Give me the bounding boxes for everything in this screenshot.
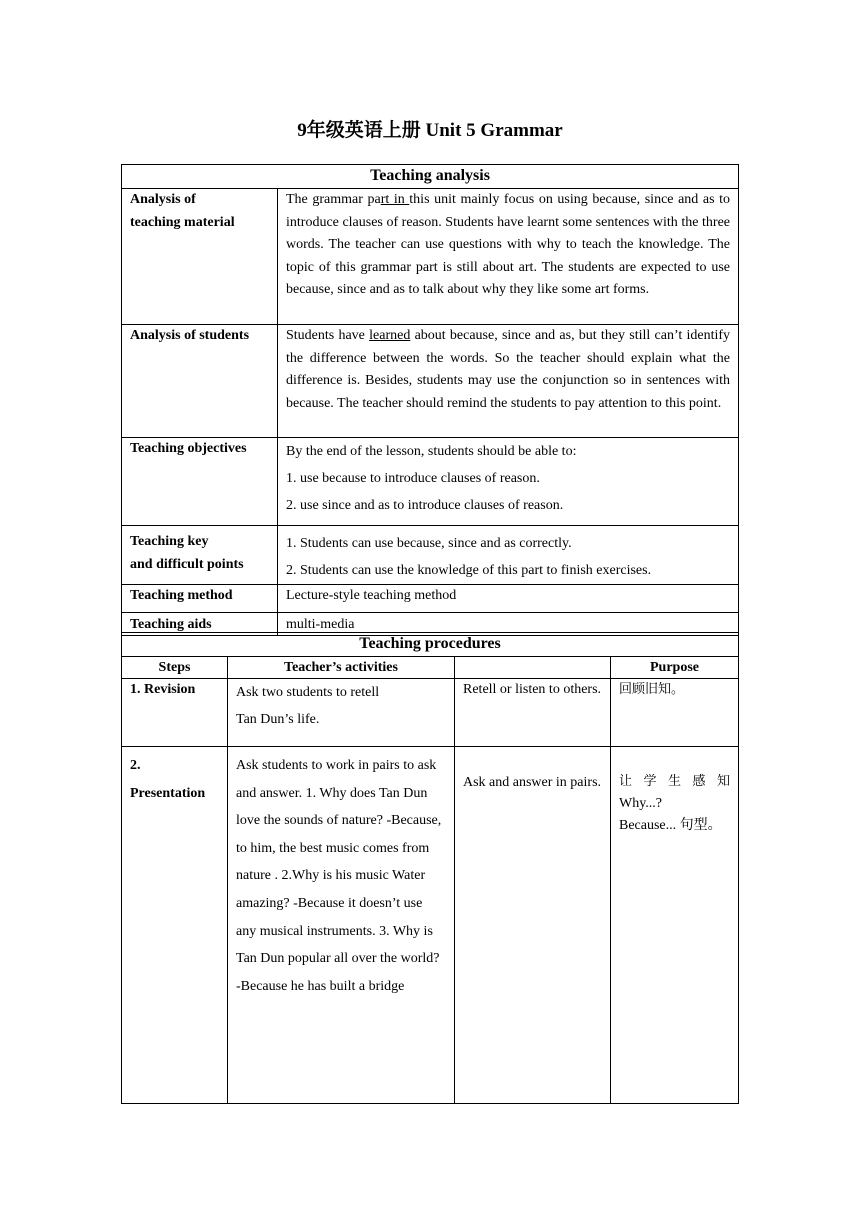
analysis-material-label [122, 189, 278, 325]
revision-teacher-activity [228, 679, 455, 747]
purpose-line: 回顾旧知。 [619, 682, 685, 697]
purpose-line: 让 学 生 感 知 [619, 774, 730, 789]
method-text: Lecture-style teaching method [278, 585, 739, 613]
column-header-steps: Steps [122, 657, 228, 679]
column-header-purpose: Purpose [611, 657, 739, 679]
document-title: 9年级英语上册 Unit 5 Grammar [297, 120, 563, 141]
material-text-underlined: rt in [380, 192, 410, 207]
purpose-line: Why...? [619, 796, 663, 811]
key-point-item: 2. Students can use the knowledge of this part to finish exercises. [286, 563, 652, 578]
table-row [122, 679, 739, 747]
teacher-activity-line: Tan Dun’s life. [236, 712, 320, 727]
purpose-line: Because... 句型。 [619, 818, 722, 833]
presentation-teacher-activity [228, 747, 455, 1104]
teacher-activity-text: Ask students to work in pairs to ask and answer. 1. Why does Tan Dun love the sounds of nature? -Because, to him, the best music comes from nature . 2.Why is his music Water amazing? -Because it doesn’t use any musical instruments. 3. Why is Tan Dun popular all over the world? -Because he has built a bridge [236, 758, 442, 994]
objective-item: By the end of the lesson, students should be able to: [286, 444, 577, 459]
key-points-list [278, 526, 739, 585]
teacher-activity-line: Ask two students to retell [236, 685, 380, 700]
step-presentation [122, 747, 228, 1104]
aids-text: multi-media [278, 613, 739, 636]
presentation-purpose [611, 747, 739, 1104]
students-text-underlined: learned [369, 328, 411, 343]
students-text-start: Students have [286, 328, 370, 343]
objectives-list [278, 438, 739, 526]
key-points-label [122, 526, 278, 585]
revision-student-activity: Retell or listen to others. [455, 679, 611, 747]
material-text-rest: this unit mainly focus on using because, since and as to introduce clauses of reason. Students have learnt some sentences with the three words. The teacher can use questions with why to teach the knowledge. The topic of this grammar part is still about art. The students are expected to use because, since and as to talk about why they like some art forms. [286, 192, 731, 297]
revision-purpose [611, 679, 739, 747]
students-text-rest: about because, since and as, but they still can’t identify the difference between the words. So the teacher should explain what the difference is. Besides, students may use the conjunction so in sentences with because. The teacher should remind the students to pay attention to this point. [286, 328, 731, 411]
key-point-item: 1. Students can use because, since and as correctly. [286, 536, 572, 551]
objective-item: 2. use since and as to introduce clauses of reason. [286, 498, 564, 513]
key-label-line-1: Teaching key [130, 534, 209, 549]
step-name: Presentation [130, 785, 206, 801]
analysis-students-text [278, 325, 739, 438]
presentation-student-activity: Ask and answer in pairs. [455, 747, 611, 1104]
analysis-material-text [278, 189, 739, 325]
step-number: 2. [130, 758, 141, 773]
aids-label: Teaching aids [122, 613, 278, 636]
objectives-label: Teaching objectives [122, 438, 278, 526]
teaching-procedures-header: Teaching procedures [122, 633, 739, 657]
material-label-line-1: Analysis of [130, 192, 196, 207]
material-label-line-2: teaching material [130, 214, 235, 230]
column-header-students [455, 657, 611, 679]
analysis-students-label: Analysis of students [122, 325, 278, 438]
teaching-analysis-table [121, 164, 739, 636]
objective-item: 1. use because to introduce clauses of reason. [286, 471, 540, 486]
column-header-teacher: Teacher’s activities [228, 657, 455, 679]
teaching-analysis-header: Teaching analysis [122, 165, 739, 189]
table-row [122, 747, 739, 1104]
step-revision: 1. Revision [122, 679, 228, 747]
method-label: Teaching method [122, 585, 278, 613]
key-label-line-2: and difficult points [130, 556, 244, 572]
teaching-procedures-table [121, 632, 739, 1104]
material-text-start: The grammar pa [286, 192, 381, 207]
